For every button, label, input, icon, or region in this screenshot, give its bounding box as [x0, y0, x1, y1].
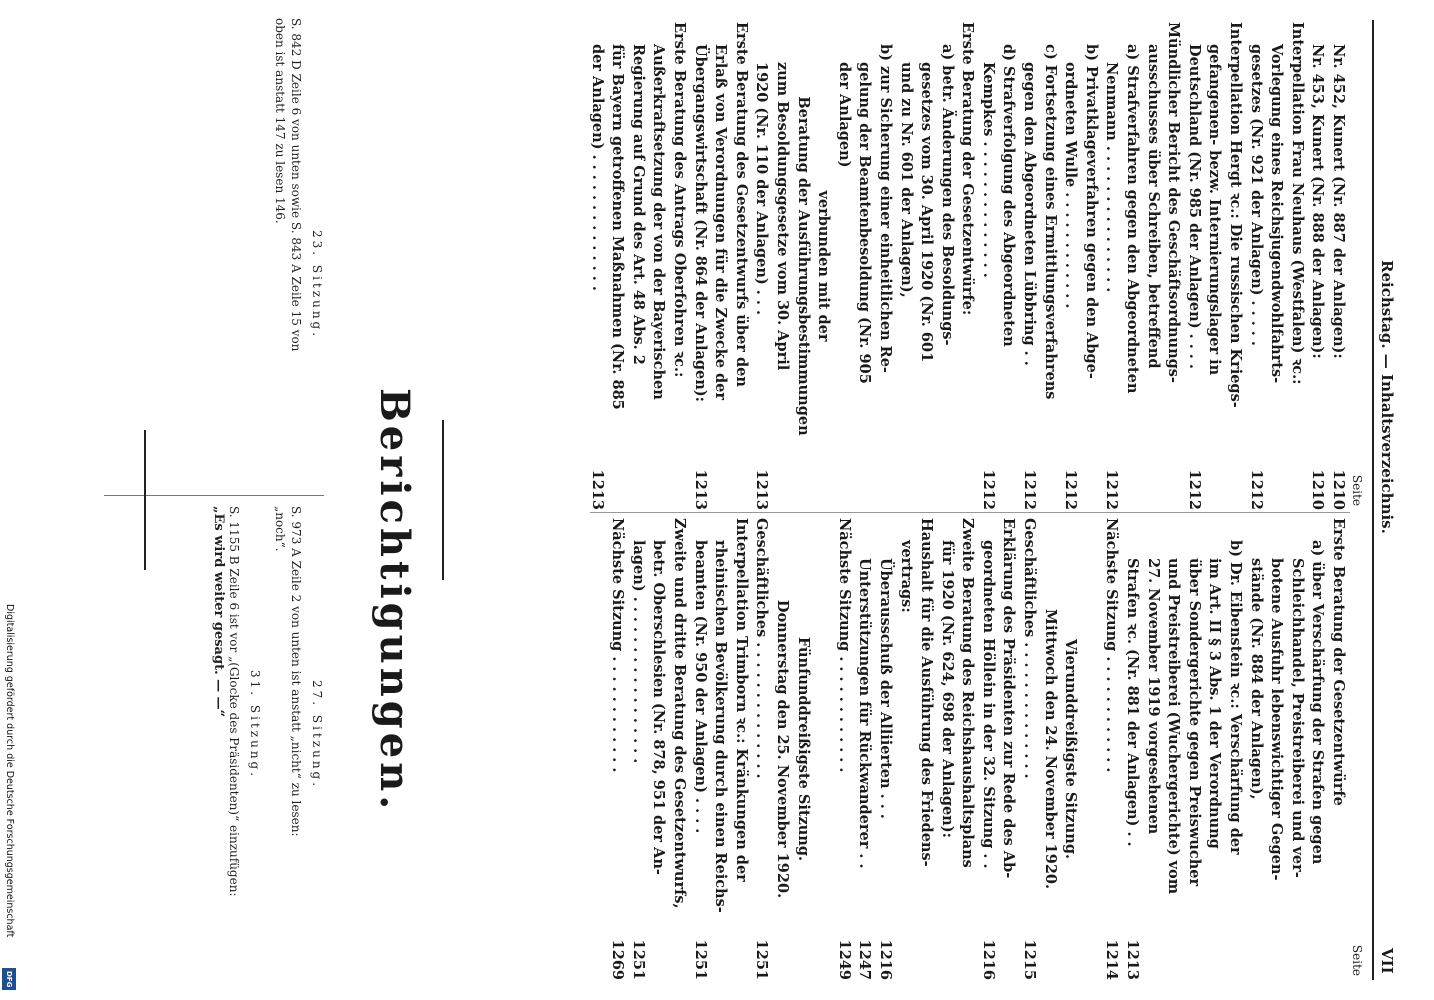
toc-right-entry-text: Haushalt für die Ausführung des Friedens- — [918, 518, 936, 867]
toc-right-entry-text: und Preistreiberei (Wuchergerichte) vom — [1165, 558, 1183, 895]
toc-right-entry-text: Mittwoch den 24. November 1920. — [1041, 608, 1059, 890]
toc-left-entry — [1142, 22, 1163, 510]
toc-right-entry-text: Schleichhandel, Preistreiberei und ver- — [1288, 558, 1306, 878]
corrections-title: Berichtigungen. — [371, 388, 418, 814]
toc-right-entry — [1019, 518, 1040, 980]
toc-left-entry — [586, 22, 607, 510]
toc-left-entry — [751, 22, 772, 510]
toc-right-entry-page: 1215 — [1019, 936, 1040, 980]
toc-left-entry-text: Interpellation Hergt ꝛc.: Die russischen Kriegs- — [1227, 22, 1245, 408]
toc-right-entry — [977, 518, 998, 980]
toc-left-entry — [1266, 22, 1287, 510]
toc-right-column — [607, 518, 1348, 980]
toc-left-entry-text: Vorlegung eines Reichsjugendwohlfahrts- — [1268, 44, 1286, 384]
toc-right-entry — [730, 518, 751, 980]
toc-left-entry-text: Nr. 452, Kunert (Nr. 887 der Anlagen): — [1330, 44, 1347, 359]
toc-left-entry — [813, 22, 834, 510]
toc-right-entry-text: Strafen ꝛc. (Nr. 881 der Anlagen) . . — [1124, 558, 1142, 847]
toc-right-entry — [751, 518, 772, 980]
toc-left-entry — [648, 22, 669, 510]
toc-left-entry-page: 1212 — [1245, 466, 1266, 510]
toc-right-entry-text: b) Dr. Eibenstein ꝛc.: Verschärfung der — [1227, 540, 1245, 855]
toc-right-entry-page: 1214 — [1101, 936, 1122, 980]
toc-right-entry — [1080, 518, 1101, 980]
toc-left-entry — [607, 22, 628, 510]
toc-left-entry — [1101, 22, 1122, 510]
toc-left-entry — [1163, 22, 1184, 510]
toc-left-entry-text: Regierung auf Grund des Art. 48 Abs. 2 — [629, 44, 647, 365]
toc-left-entry — [771, 22, 792, 510]
toc-left-entry — [833, 22, 854, 510]
toc-left-entry — [792, 22, 813, 510]
toc-left-entry-text: Interpellation Frau Neuhaus (Westfalen) ꝛc.: — [1288, 22, 1306, 385]
toc-left-entry — [1039, 22, 1060, 510]
toc-right-entry — [1101, 518, 1122, 980]
toc-left-entry — [1286, 22, 1307, 510]
toc-right-entry-text: botene Ausfuhr lebenswichtiger Gegen- — [1268, 558, 1286, 881]
toc-left-entry-text: ordneten Wulle . . . . . . . . . . . . — [1062, 62, 1080, 309]
toc-left-entry — [1327, 22, 1348, 510]
toc-left-entry-page: 1213 — [751, 466, 772, 510]
toc-right-entry-page: 1249 — [833, 936, 854, 980]
toc-right-entry-text: Zweite Beratung des Reichshaushaltsplans — [959, 518, 977, 868]
toc-left-entry-text: Erste Beratung der Gesetzentwürfe: — [959, 22, 977, 316]
toc-right-entry-text: Unterstützungen für Rückwanderer . . — [856, 558, 874, 869]
toc-right-entry — [854, 518, 875, 980]
toc-left-entry — [1080, 22, 1101, 510]
page-number-roman: VII — [1378, 948, 1396, 974]
dfg-logo-icon: DFG — [2, 968, 16, 990]
toc-right-entry-text: stände (Nr. 884 der Anlagen), — [1247, 558, 1265, 800]
toc-left-entry — [1245, 22, 1266, 510]
toc-right-entry-text: für 1920 (Nr. 624, 698 der Anlagen): — [938, 540, 956, 838]
toc-right-entry — [668, 518, 689, 980]
toc-right-entry-page: 1247 — [854, 936, 875, 980]
toc-left-entry-text: gesetzes (Nr. 921 der Anlagen) . . . . . — [1247, 44, 1265, 346]
correction-27-line2: „noch“. — [273, 506, 287, 552]
toc-left-entry-text: d) Strafverfolgung des Abgeordneten — [1000, 44, 1018, 347]
footer-rule — [144, 430, 146, 570]
seite-label-right: Seite — [1350, 944, 1364, 976]
toc-right-entry — [710, 518, 731, 980]
toc-left-entry — [1224, 22, 1245, 510]
toc-left-entry — [1060, 22, 1081, 510]
toc-left-entry-page: 1212 — [1101, 466, 1122, 510]
toc-left-entry-text: für Bayern getroffenen Maßnahmen (Nr. 885 — [609, 44, 627, 410]
toc-right-entry-text: Nächste Sitzung . . . . . . . . . . . . — [1103, 518, 1121, 773]
toc-left-entry-text: zum Besoldungsgesetze vom 30. April — [773, 62, 791, 371]
toc-right-entry — [1163, 518, 1184, 980]
toc-right-entry — [792, 518, 813, 980]
toc-right-entry-text: 27. November 1919 vorgesehenen — [1144, 558, 1162, 835]
toc-left-entry — [895, 22, 916, 510]
toc-left-entry-text: a) betr. Änderungen des Besoldungs- — [938, 44, 956, 346]
toc-right-entry — [648, 518, 669, 980]
correction-31-line1: S. 1155 B Zeile 6 ist vor „(Glocke des Präsidenten)“ einzufügen: — [227, 506, 241, 897]
toc-left-entry-text: Außerkraftsetzung der von der Bayerischen — [650, 44, 668, 400]
toc-right-entry — [627, 518, 648, 980]
toc-right-entry-text: lagen) . . . . . . . . . . . . . . . . . — [629, 540, 647, 764]
toc-right-entry-page: 1251 — [751, 936, 772, 980]
toc-right-entry-text: Zweite und dritte Beratung des Gesetzentwurfs, — [671, 518, 688, 909]
toc-right-entry — [874, 518, 895, 980]
toc-left-entry-page: 1212 — [1060, 466, 1081, 510]
toc-left-entry — [730, 22, 751, 510]
toc-right-entry-text: rheinischen Bevölkerung durch einen Reichs- — [712, 540, 730, 913]
toc-right-entry-text: a) über Verschärfung der Strafen gegen — [1309, 540, 1327, 865]
toc-right-entry — [771, 518, 792, 980]
toc-right-entry — [1286, 518, 1307, 980]
column-divider — [590, 512, 1350, 513]
toc-left-entry-page: 1210 — [1327, 466, 1348, 510]
toc-right-entry-text: geordneten Höllein in der 32. Sitzung . . — [979, 540, 997, 869]
toc-left-entry — [854, 22, 875, 510]
sitzung-27-heading: 27. Sitzung. — [310, 680, 324, 790]
toc-right-entry — [1204, 518, 1225, 980]
toc-right-entry — [916, 518, 937, 980]
toc-left-entry-text: 1920 (Nr. 110 der Anlagen) . . . — [753, 62, 771, 316]
toc-left-entry — [916, 22, 937, 510]
section-rule — [442, 420, 444, 580]
toc-left-entry-text: c) Fortsetzung eines Ermittlungsverfahrens — [1041, 44, 1059, 400]
toc-right-entry — [813, 518, 834, 980]
toc-right-entry — [1245, 518, 1266, 980]
running-title: Reichstag. — Inhaltsverzeichnis. — [1378, 260, 1396, 534]
toc-left-entry — [1183, 22, 1204, 510]
toc-left-entry — [1019, 22, 1040, 510]
toc-left-entry-text: ausschusses über Schreiben, betreffend — [1144, 44, 1162, 369]
toc-right-entry-text: Donnerstag den 25. November 1920. — [773, 599, 791, 899]
toc-left-entry — [936, 22, 957, 510]
toc-right-entry-page: 1216 — [977, 936, 998, 980]
toc-left-entry-text: Kempkes . . . . . . . . . . . . . . — [979, 62, 997, 278]
toc-left-entry-text: a) Strafverfahren gegen den Abgeordneten — [1124, 44, 1142, 394]
toc-right-entry-text: über Sondergerichte gegen Preiswucher — [1185, 558, 1203, 887]
correction-23-line2: oben ist anstatt 147 zu lesen 146. — [273, 18, 287, 224]
toc-right-entry — [607, 518, 628, 980]
toc-right-entry-page: 1216 — [874, 936, 895, 980]
correction-27-line1: S. 973 A Zeile 2 von unten ist anstatt „nicht“ zu lesen: — [289, 506, 303, 837]
seite-label-left: Seite — [1350, 474, 1364, 506]
correction-27 — [272, 506, 304, 982]
header-rule — [1372, 20, 1374, 980]
toc-left-entry-text: Nr. 453, Kunert (Nr. 888 der Anlagen): — [1309, 44, 1327, 359]
toc-left-entry-page: 1213 — [689, 466, 710, 510]
toc-right-entry — [1039, 518, 1060, 980]
toc-right-entry-text: Vierunddreißigste Sitzung. — [1062, 638, 1080, 860]
correction-31-line2: „Es wird weiter gesagt. — —“ — [211, 506, 226, 718]
toc-left-entry-text: der Anlagen) . . . . . . . . . . . . . . — [588, 44, 606, 291]
toc-right-entry-text: Überausschuß der Alliierten . . . — [876, 558, 894, 819]
toc-right-entry — [833, 518, 854, 980]
sitzung-31-heading: 31. Sitzung. — [248, 670, 262, 780]
toc-right-entry-text: beamten (Nr. 950 der Anlagen) . . . . — [691, 540, 709, 834]
toc-left-entry-text: Erlaß von Verordnungen für die Zwecke der — [712, 44, 730, 400]
toc-right-entry-page: 1251 — [689, 936, 710, 980]
toc-right-entry — [998, 518, 1019, 980]
toc-left-entry-text: der Anlagen) — [835, 62, 853, 168]
toc-right-entry-text: betr. Oberschlesien (Nr. 878, 951 der An- — [650, 540, 668, 875]
toc-left-entry — [668, 22, 689, 510]
toc-right-entry — [1224, 518, 1245, 980]
toc-left-entry-text: Übergangswirtschaft (Nr. 864 der Anlagen): — [691, 44, 709, 402]
toc-left-entry-text: Beratung der Ausführungsbestimmungen — [794, 96, 812, 436]
toc-left-entry-text: Deutschland (Nr. 985 der Anlagen) . . . . — [1185, 44, 1203, 369]
toc-left-entry-page: 1212 — [1019, 466, 1040, 510]
toc-left-entry-text: gefangenen- bezw. Internierungslager in — [1206, 44, 1224, 376]
toc-right-entry — [895, 518, 916, 980]
toc-left-entry — [977, 22, 998, 510]
toc-right-entry — [957, 518, 978, 980]
toc-right-entry-text: Erste Beratung der Gesetzentwürfe — [1330, 518, 1347, 806]
toc-left-entry — [1307, 22, 1328, 510]
toc-right-entry-text: Geschäftliches . . . . . . . . . . . . . . — [753, 518, 771, 779]
toc-right-entry — [1121, 518, 1142, 980]
toc-left-entry-text: verbunden mit der — [815, 190, 833, 342]
toc-right-entry-text: vertrags: — [897, 540, 915, 613]
toc-left-entry-text: b) Privatklageverfahren gegen den Abge- — [1082, 44, 1100, 379]
toc-left-entry — [874, 22, 895, 510]
toc-left-entry-page: 1212 — [977, 466, 998, 510]
digitization-credit-text: Digitalisierung gefördert durch die Deutsche Forschungsgemeinschaft — [4, 604, 15, 938]
toc-right-entry — [1060, 518, 1081, 980]
toc-right-entry — [1327, 518, 1348, 980]
correction-23 — [272, 18, 304, 494]
toc-right-entry — [689, 518, 710, 980]
toc-left-entry — [957, 22, 978, 510]
correction-23-line1: S. 842 D Zeile 6 von unten sowie S. 843 A Zeile 15 von — [289, 18, 303, 352]
toc-left-entry-text: Mündlicher Bericht des Geschäftsordnungs- — [1165, 22, 1183, 383]
toc-left-entry-text: Erste Beratung des Antrags Oberfohren ꝛc.: — [671, 22, 688, 378]
toc-left-entry — [998, 22, 1019, 510]
toc-right-entry-text: Nächste Sitzung . . . . . . . . . . . . — [609, 518, 627, 773]
toc-right-entry-page: 1269 — [607, 936, 628, 980]
toc-right-entry — [1183, 518, 1204, 980]
toc-left-entry-text: Erste Beratung des Gesetzentwurfs über den — [732, 22, 750, 387]
toc-right-entry-page: 1213 — [1121, 936, 1142, 980]
sitzung-23-heading: 23. Sitzung. — [310, 230, 324, 340]
toc-left-entry-text: gesetzes vom 30. April 1920 (Nr. 601 — [918, 62, 936, 363]
toc-right-entry — [1142, 518, 1163, 980]
toc-right-entry-text: Fünfunddreißigste Sitzung. — [794, 636, 812, 862]
toc-left-entry — [1121, 22, 1142, 510]
toc-left-entry — [689, 22, 710, 510]
toc-left-entry-text: Nenmann . . . . . . . . . . . . . . . — [1103, 62, 1121, 293]
toc-right-entry-text: Interpellation Trimborn ꝛc.: Kränkungen der — [732, 518, 750, 882]
toc-left-entry — [627, 22, 648, 510]
toc-left-entry-page: 1213 — [586, 466, 607, 510]
toc-left-entry-text: gegen den Abgeordneten Lübbring . . — [1021, 62, 1039, 366]
correction-31 — [210, 506, 242, 982]
toc-right-entry-text: im Art. II § 3 Abs. 1 der Verordnung — [1206, 558, 1224, 849]
toc-left-entry-page: 1210 — [1307, 466, 1328, 510]
corrections-divider — [104, 495, 324, 496]
toc-right-entry-text: Nächste Sitzung . . . . . . . . . . . . — [835, 518, 853, 773]
toc-right-entry — [1266, 518, 1287, 980]
toc-left-entry — [1204, 22, 1225, 510]
toc-left-entry-text: und zu Nr. 601 der Anlagen), — [897, 62, 915, 298]
toc-left-entry-text: gelung der Beamtenbesoldung (Nr. 905 — [856, 62, 874, 384]
toc-left-entry — [710, 22, 731, 510]
toc-right-entry-text: Erklärung des Präsidenten zur Rede des Ab- — [1000, 518, 1018, 879]
toc-left-entry-page: 1212 — [1183, 466, 1204, 510]
toc-left-entry-text: b) zur Sicherung einer einheitlichen Re- — [876, 44, 894, 373]
toc-right-entry-page: 1251 — [627, 936, 648, 980]
toc-right-entry-text: Geschäftliches . . . . . . . . . . . . . . — [1021, 518, 1039, 779]
toc-right-entry — [936, 518, 957, 980]
toc-right-entry — [1307, 518, 1328, 980]
toc-left-column — [586, 22, 1348, 510]
